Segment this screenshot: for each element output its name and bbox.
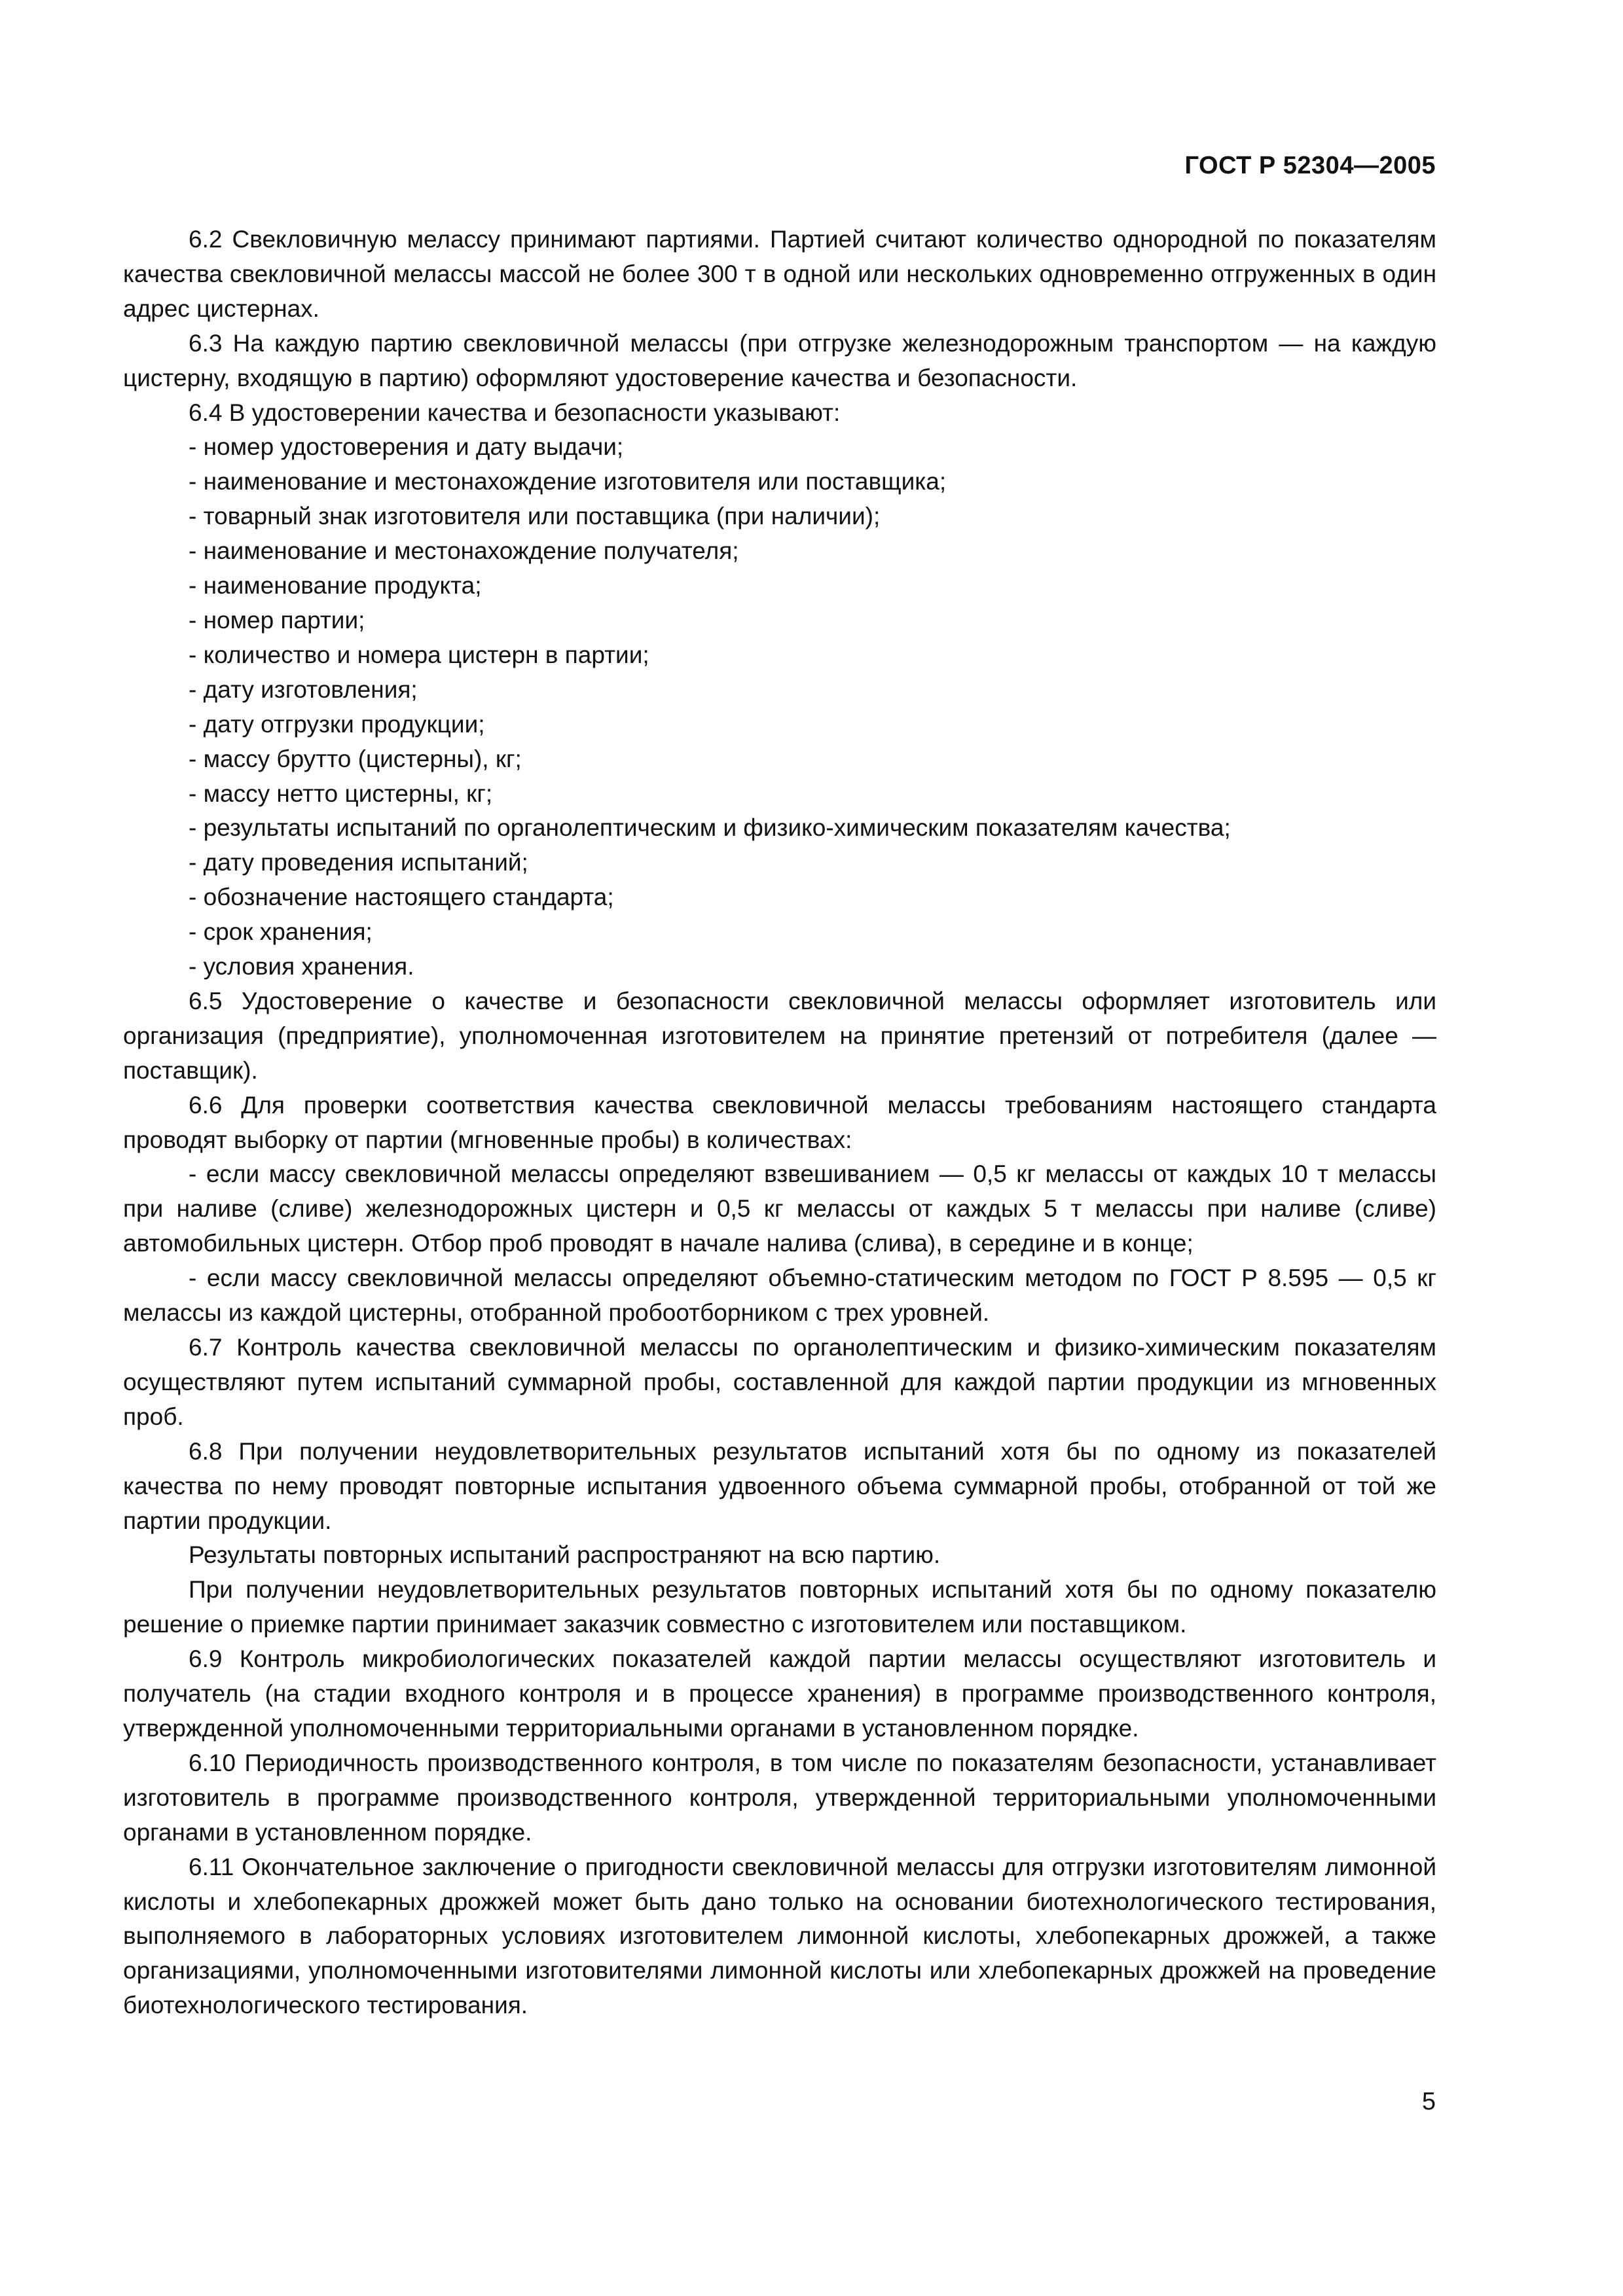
list-item: - результаты испытаний по органолептическим и физико-химическим показателям качества; [189,814,1231,842]
list-item: - номер удостоверения и дату выдачи; [189,433,624,461]
paragraph-6-8-repeat: При получении неудовлетворительных результатов повторных испытаний хотя бы по одному показателю решение о приемке партии принимает заказчик совместно с изготовителем или поставщиком. [123,1576,1436,1638]
paragraph-6-2: 6.2 Свекловичную мелассу принимают партиями. Партией считают количество однородной по показателям качества свекловичной мелассы массой не более 300 т в одной или нескольких одновременно отгруженных в один адрес цистернах. [123,226,1436,322]
list-item: - массу брутто (цистерны), кг; [189,745,522,772]
paragraph-6-8-results: Результаты повторных испытаний распространяют на всю партию. [189,1541,941,1569]
paragraph-6-6: 6.6 Для проверки соответствия качества свекловичной мелассы требованиям настоящего стандарта проводят выборку от партии (мгновенные пробы) в количествах: [123,1091,1436,1153]
document-code-header: ГОСТ Р 52304—2005 [1184,152,1436,179]
document-body [123,223,1436,2023]
paragraph-6-10: 6.10 Периодичность производственного контроля, в том числе по показателям безопасности, устанавливает изготовитель в программе производственного контроля, утвержденной территориальными уполномоченными органами в установленном порядке. [123,1749,1436,1846]
paragraph-6-4: 6.4 В удостоверении качества и безопасности указывают: [189,399,841,426]
list-item: - наименование и местонахождение изготовителя или поставщика; [189,468,947,495]
list-item: - номер партии; [189,606,365,634]
list-item: - количество и номера цистерн в партии; [189,641,649,668]
paragraph-6-8: 6.8 При получении неудовлетворительных результатов испытаний хотя бы по одному из показателей качества по нему проводят повторные испытания удвоенного объема суммарной пробы, отобранной от той же партии продукции. [123,1437,1436,1534]
list-item: - обозначение настоящего стандарта; [189,884,614,911]
paragraph-6-3: 6.3 На каждую партию свекловичной мелассы (при отгрузке железнодорожным транспортом — на каждую цистерну, входящую в партию) оформляют удостоверение качества и безопасности. [123,329,1436,391]
list-item: - условия хранения. [189,953,414,980]
list-item: - срок хранения; [189,918,373,946]
paragraph-6-9: 6.9 Контроль микробиологических показателей каждой партии мелассы осуществляют изготовитель и получатель (на стадии входного контроля и в процессе хранения) в программе производственного контроля, утвержденной уполномоченными территориальными органами в установленном порядке. [123,1645,1436,1742]
paragraph-6-11: 6.11 Окончательное заключение о пригодности свекловичной мелассы для отгрузки изготовителям лимонной кислоты и хлебопекарных дрожжей может быть дано только на основании биотехнологического тестирования, выполняемого в лабораторных условиях изготовителем лимонной кислоты, хлебопекарных дрожжей, а также организациями, уполномоченными изготовителями лимонной кислоты или хлебопекарных дрожжей на проведение биотехнологического тестирования. [123,1853,1436,2019]
list-item: - наименование продукта; [189,572,482,600]
paragraph-6-5: 6.5 Удостоверение о качестве и безопасности свекловичной мелассы оформляет изготовитель или организация (предприятие), уполномоченная изготовителем на принятие претензий от потребителя (далее — поставщик). [123,987,1436,1084]
paragraph-6-6-volumetric: - если массу свекловичной мелассы определяют объемно-статическим методом по ГОСТ Р 8.595 — 0,5 кг мелассы из каждой цистерны, отобранной пробоотборником с трех уровней. [123,1265,1436,1327]
list-item: - дату отгрузки продукции; [189,710,485,738]
list-item: - дату изготовления; [189,675,418,703]
list-item: - товарный знак изготовителя или поставщика (при наличии); [189,503,881,530]
certificate-fields-list [123,430,1436,984]
list-item: - массу нетто цистерны, кг; [189,780,493,807]
list-item: - дату проведения испытаний; [189,849,528,876]
paragraph-6-6-weighing: - если массу свекловичной мелассы определяют взвешиванием — 0,5 кг мелассы от каждых 10 т мелассы при наливе (сливе) железнодорожных цистерн и 0,5 кг мелассы от каждых 5 т мелассы при наливе (сливе) автомобильных цистерн. Отбор проб проводят в начале налива (слива), в середине и в конце; [123,1160,1436,1257]
list-item: - наименование и местонахождение получателя; [189,537,739,565]
paragraph-6-7: 6.7 Контроль качества свекловичной мелассы по органолептическим и физико-химическим показателям осуществляют путем испытаний суммарной пробы, составленной для каждой партии продукции из мгновенных проб. [123,1334,1436,1430]
page-number: 5 [1421,2088,1436,2115]
